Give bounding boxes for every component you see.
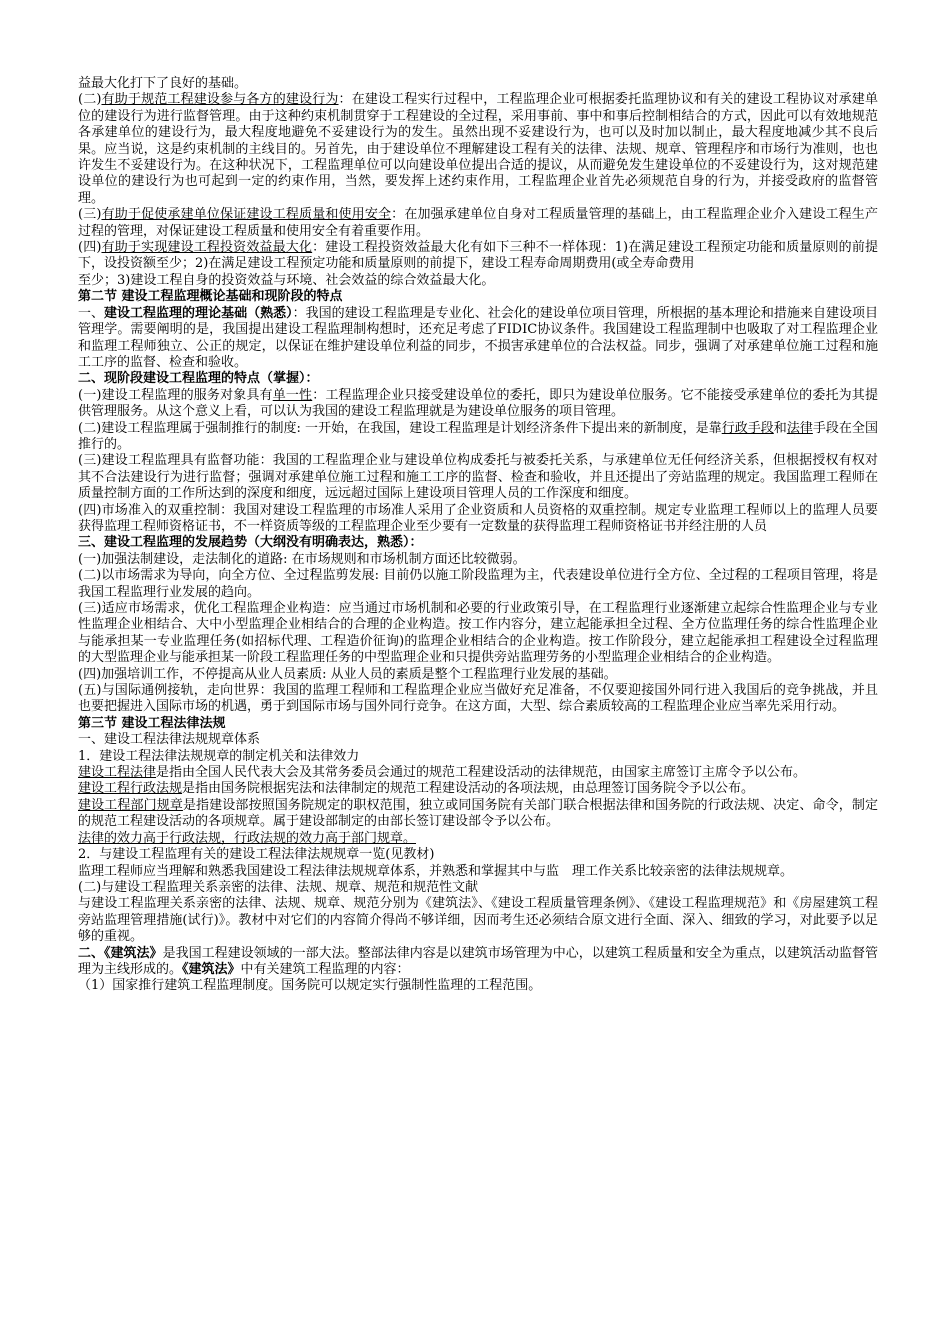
paragraph: （1）国家推行建筑工程监理制度。国务院可以规定实行强制性监理的工程范围。: [78, 978, 542, 994]
underlined-term: 单一性: [272, 387, 313, 403]
paragraph: (二)建设工程监理属于强制推行的制度: 一开始，在我国，建设工程监理是计划经济条件下提出来的新制度，是靠行政手段和法律手段在全国推行的。: [78, 420, 878, 452]
underlined-term: 建设工程行政法规: [78, 781, 183, 797]
underlined-term: 行政手段: [721, 420, 774, 436]
underlined-heading: 有助于促使承建单位保证建设工程质量和使用安全: [101, 207, 392, 223]
paragraph: 1．建设工程法律法规规章的制定机关和法律效力: [78, 748, 360, 764]
paragraph: 一、建设工程法律法规规章体系: [78, 732, 261, 748]
section-heading: 第三节 建设工程法律法规: [78, 715, 226, 731]
paragraph: 一、建设工程监理的理论基础（熟悉）：我国的建设工程监理是专业化、社会化的建设单位项目管理，所根据的基本理论和措施来自建设项目管理学。需要阐明的是，我国提出建设工程监理制构想时，还充足考虑了FIDIC协议条件。我国建设工程监理制中也吸取了对工程监理企业和监理工程师独立、公正的规定，以保证在维护建设单位利益的同步，不损害承建单位的合法权益。同步，强调了对承建单位施工过程和施工工序的监督、检查和验收。: [78, 305, 878, 370]
paragraph: (二)有助于规范工程建设参与各方的建设行为：在建设工程实行过程中，工程监理企业可根据委托监理协议和有关的建设工程协议对承建单位的建设行为进行监督管理。由于这种约束机制贯穿于工程建设的全过程，采用事前、事中和事后控制相结合的方式，因此可以有效地规范各承建单位的建设行为，最大程度地避免不妥建设行为的发生。虽然出现不妥建设行为，也可以及时加以制止，最大程度地减少其不良后果。应当说，这是约束机制的主线目的。另首先，由于建设单位不理解建设工程有关的法律、法规、规章、管理程序和市场行为准则，也也许发生不妥建设行为。在这种状况下，工程监理单位可以向建设单位提出合适的提议，从而避免发生建设单位的不妥建设行为，这对规范建设单位的建设行为也可起到一定的约束作用，当然，要发挥上述约束作用，工程监理企业首先必须规范自身的行为，并接受政府的监督管理。: [78, 92, 878, 206]
paragraph: 益最大化打下了良好的基础。: [78, 76, 248, 91]
section-heading: 第二节 建设工程监理概论基础和现阶段的特点: [78, 289, 343, 305]
underlined-term: 建设工程部门规章: [78, 797, 183, 813]
paragraph: (五)与国际通例接轨，走向世界：我国的监理工程师和工程监理企业应当做好充足准备，不仅要迎接国外同行进入我国后的竞争挑战，并且也要把握进入国际市场的机遇，勇于到国际市场与国外同行竞争。在这方面，大型、综合素质较高的工程监理企业应当率先采用行动。: [78, 683, 878, 715]
paragraph: 建设工程部门规章是指建设部按照国务院规定的职权范围，独立或同国务院有关部门联合根据法律和国务院的行政法规、决定、命令，制定的规范工程建设活动的各项规章。属于建设部制定的由部长签订建设部令予以公布。: [78, 797, 878, 830]
paragraph: 建设工程行政法规是指由国务院根据宪法和法律制定的规范工程建设活动的各项法规，由总理签订国务院令予以公布。: [78, 781, 755, 797]
paragraph: 二、《建筑法》是我国工程建设领域的一部大法。整部法律内容是以建筑市场管理为中心，以建筑工程质量和安全为重点，以建筑活动监督管理为主线形成的。《建筑法》中有关建筑工程监理的内容：: [78, 945, 878, 977]
paragraph: 2．与建设工程监理有关的建设工程法律法规规章一览(见教材): [78, 847, 435, 863]
subsection-heading: 三、建设工程监理的发展趋势（大纲没有明确表达，熟悉）：: [78, 535, 423, 551]
paragraph: (四)加强培训工作，不停提高从业人员素质: 从业人员的素质是整个工程监理行业发展的基础。: [78, 666, 617, 682]
paragraph: (一)建设工程监理的服务对象具有单一性：工程监理企业只接受建设单位的委托，即只为建设单位服务。它不能接受承建单位的委托为其提供管理服务。从这个意义上看，可以认为我国的建设工程监理就是为建设单位服务的项目管理。: [78, 387, 878, 420]
paragraph: (二)以市场需求为导向，向全方位、全过程监剪发展: 目前仍以施工阶段监理为主，代表建设单位进行全方位、全过程的工程项目管理，将是我国工程监理行业发展的趋向。: [78, 568, 878, 600]
underlined-heading: 有助于实现建设工程投资效益最大化: [101, 240, 313, 256]
paragraph: 与建设工程监理关系亲密的法律、法规、规章、规范分别为《建筑法》、《建设工程质量管理条例》、《建设工程监理规范》和《房屋建筑工程旁站监理管理措施(试行)》。教材中对它们的内容简介得尚不够详细，因而考生还必须结合原文进行全面、深入、细致的学习，对此要予以足够的重视。: [78, 896, 878, 945]
paragraph: (二)与建设工程监理关系亲密的法律、法规、规章、规范和规范性文献: [78, 879, 479, 895]
underlined-heading: 有助于规范工程建设参与各方的建设行为: [101, 92, 339, 108]
paragraph: (三)建设工程监理具有监督功能：我国的工程监理企业与建设单位构成委托与被委托关系，与承建单位无任何经济关系，但根据授权有权对其不合法建设行为进行监督；强调对承建单位施工过程和施工工序的监督、检查和验收，并且还提出了旁站监理的规定。我国监理工程师在质量控制方面的工作所达到的深度和细度，远远超过国际上建设项目管理人员的工作深度和细度。: [78, 453, 878, 502]
subsection-heading: 二、现阶段建设工程监理的特点（掌握）：: [78, 371, 319, 387]
paragraph: (三)适应市场需求，优化工程监理企业构造：应当通过市场机制和必要的行业政策引导，在工程监理行业逐渐建立起综合性监理企业与专业性监理企业相结合、大中小型监理企业相结合的合理的企业构造。按工作内容分，建立起能承担全过程、全方位监理任务的综合性监理企业与能承担某一专业监理任务(如招标代理、工程造价征询)的监理企业相结合的企业构造。按工作阶段分，建立起能承担工程建设全过程监理的大型监理企业与能承担某一阶段工程监理任务的中型监理企业和只提供旁站监理劳务的小型监理企业相结合的企业构造。: [78, 601, 878, 666]
paragraph: (四)市场准入的双重控制：我国对建设工程监理的市场准人采用了企业资质和人员资格的双重控制。规定专业监理工程师以上的监理人员要获得监理工程师资格证书，不一样资质等级的工程监理企业至少要有一定数量的获得监理工程师资格证书并经注册的人员: [78, 502, 878, 534]
paragraph: 建设工程法律是指由全国人民代表大会及其常务委员会通过的规范工程建设活动的法律规范，由国家主席签订主席令予以公布。: [78, 765, 807, 781]
paragraph: 监理工程师应当理解和熟悉我国建设工程法律法规规章体系，并熟悉和掌握其中与监 理工作关系比较亲密的法律法规规章。: [78, 863, 794, 879]
bold-term: 《建筑法》: [182, 961, 241, 977]
bold-term: 《建筑法》: [104, 945, 163, 961]
document-page: [78, 76, 878, 995]
paragraph: (一)加强法制建设，走法制化的道路: 在市场规则和市场机制方面还比较微弱。: [78, 551, 526, 567]
paragraph: 至少；3)建设工程自身的投资效益与环境、社会效益的综合效益最大化。: [78, 272, 495, 288]
paragraph: (三)有助于促使承建单位保证建设工程质量和使用安全：在加强承建单位自身对工程质量管理的基础上，由工程监理企业介入建设工程生产过程的管理，对保证建设工程质量和使用安全有着重要作用。: [78, 207, 878, 239]
underlined-term: 建设工程法律: [78, 765, 157, 781]
paragraph: 法律的效力高于行政法规，行政法规的效力高于部门规章。: [78, 830, 417, 846]
underlined-term: 法律: [786, 420, 813, 436]
paragraph: (四)有助于实现建设工程投资效益最大化：建设工程投资效益最大化有如下三种不一样体现：1)在满足建设工程预定功能和质量原则的前提下，设投资额至少；2)在满足建设工程预定功能和质量原则的前提下，建设工程寿命周期费用(或全寿命费用: [78, 240, 878, 272]
bold-heading: 建设工程监理的理论基础（熟悉）: [104, 305, 293, 321]
